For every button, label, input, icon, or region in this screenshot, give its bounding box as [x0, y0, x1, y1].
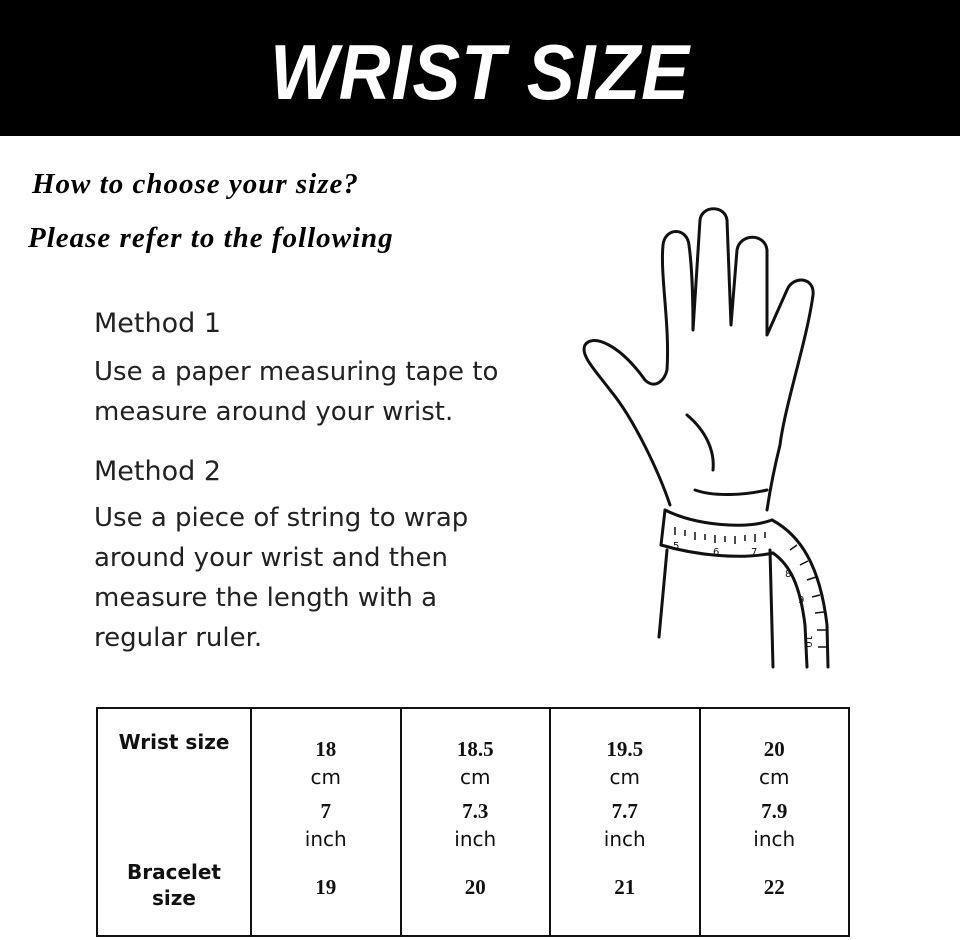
cm-unit: cm: [460, 765, 491, 789]
tape-number-9: 9: [798, 595, 805, 606]
wrist-cm-value: 18.5: [456, 737, 494, 761]
bracelet-size-value: 19: [315, 875, 337, 899]
size-column: [700, 708, 850, 936]
size-column: [550, 708, 700, 936]
method-2-title: Method 2: [94, 456, 222, 487]
tape-number-7: 7: [751, 547, 758, 558]
page-title: WRIST SIZE: [270, 28, 690, 116]
hand-with-measuring-tape-icon: [575, 205, 845, 675]
inch-unit: inch: [753, 827, 796, 851]
tape-number-6: 6: [713, 547, 720, 558]
method-2-line-2: around your wrist and then: [94, 543, 448, 573]
cm-unit: cm: [310, 765, 341, 789]
method-1-title: Method 1: [94, 308, 222, 339]
size-question: How to choose your size?: [32, 168, 359, 200]
method-2-line-4: regular ruler.: [94, 623, 263, 653]
bracelet-size-value: 22: [763, 875, 785, 899]
inch-unit: inch: [603, 827, 646, 851]
bracelet-size-value: 21: [614, 875, 636, 899]
wrist-inch-value: 7: [320, 799, 331, 823]
row-labels-cell: [97, 708, 251, 936]
method-1-line-1: Use a paper measuring tape to: [94, 357, 499, 387]
wrist-inch-value: 7.9: [761, 799, 788, 823]
inch-unit: inch: [304, 827, 347, 851]
title-banner: [0, 0, 960, 136]
tape-number-10: 10: [802, 635, 813, 648]
wrist-cm-value: 19.5: [606, 737, 644, 761]
tape-number-8: 8: [785, 569, 792, 580]
size-column: [401, 708, 551, 936]
bracelet-size-label-line-2: size: [152, 886, 196, 910]
method-2-line-3: measure the length with a: [94, 583, 438, 613]
wrist-size-label: Wrist size: [118, 730, 230, 754]
wrist-cm-value: 18: [315, 737, 337, 761]
wrist-inch-value: 7.7: [611, 799, 638, 823]
method-2-line-1: Use a piece of string to wrap: [94, 503, 469, 533]
size-column: [251, 708, 401, 936]
cm-unit: cm: [759, 765, 790, 789]
size-instruction: Please refer to the following: [28, 222, 394, 254]
wrist-inch-value: 7.3: [462, 799, 489, 823]
cm-unit: cm: [609, 765, 640, 789]
bracelet-size-value: 20: [464, 875, 486, 899]
tape-number-5: 5: [673, 541, 680, 552]
wrist-cm-value: 20: [763, 737, 785, 761]
bracelet-size-label-line-1: Bracelet: [126, 860, 221, 884]
inch-unit: inch: [454, 827, 497, 851]
size-chart-table: [96, 707, 850, 937]
method-1-line-2: measure around your wrist.: [94, 397, 454, 427]
